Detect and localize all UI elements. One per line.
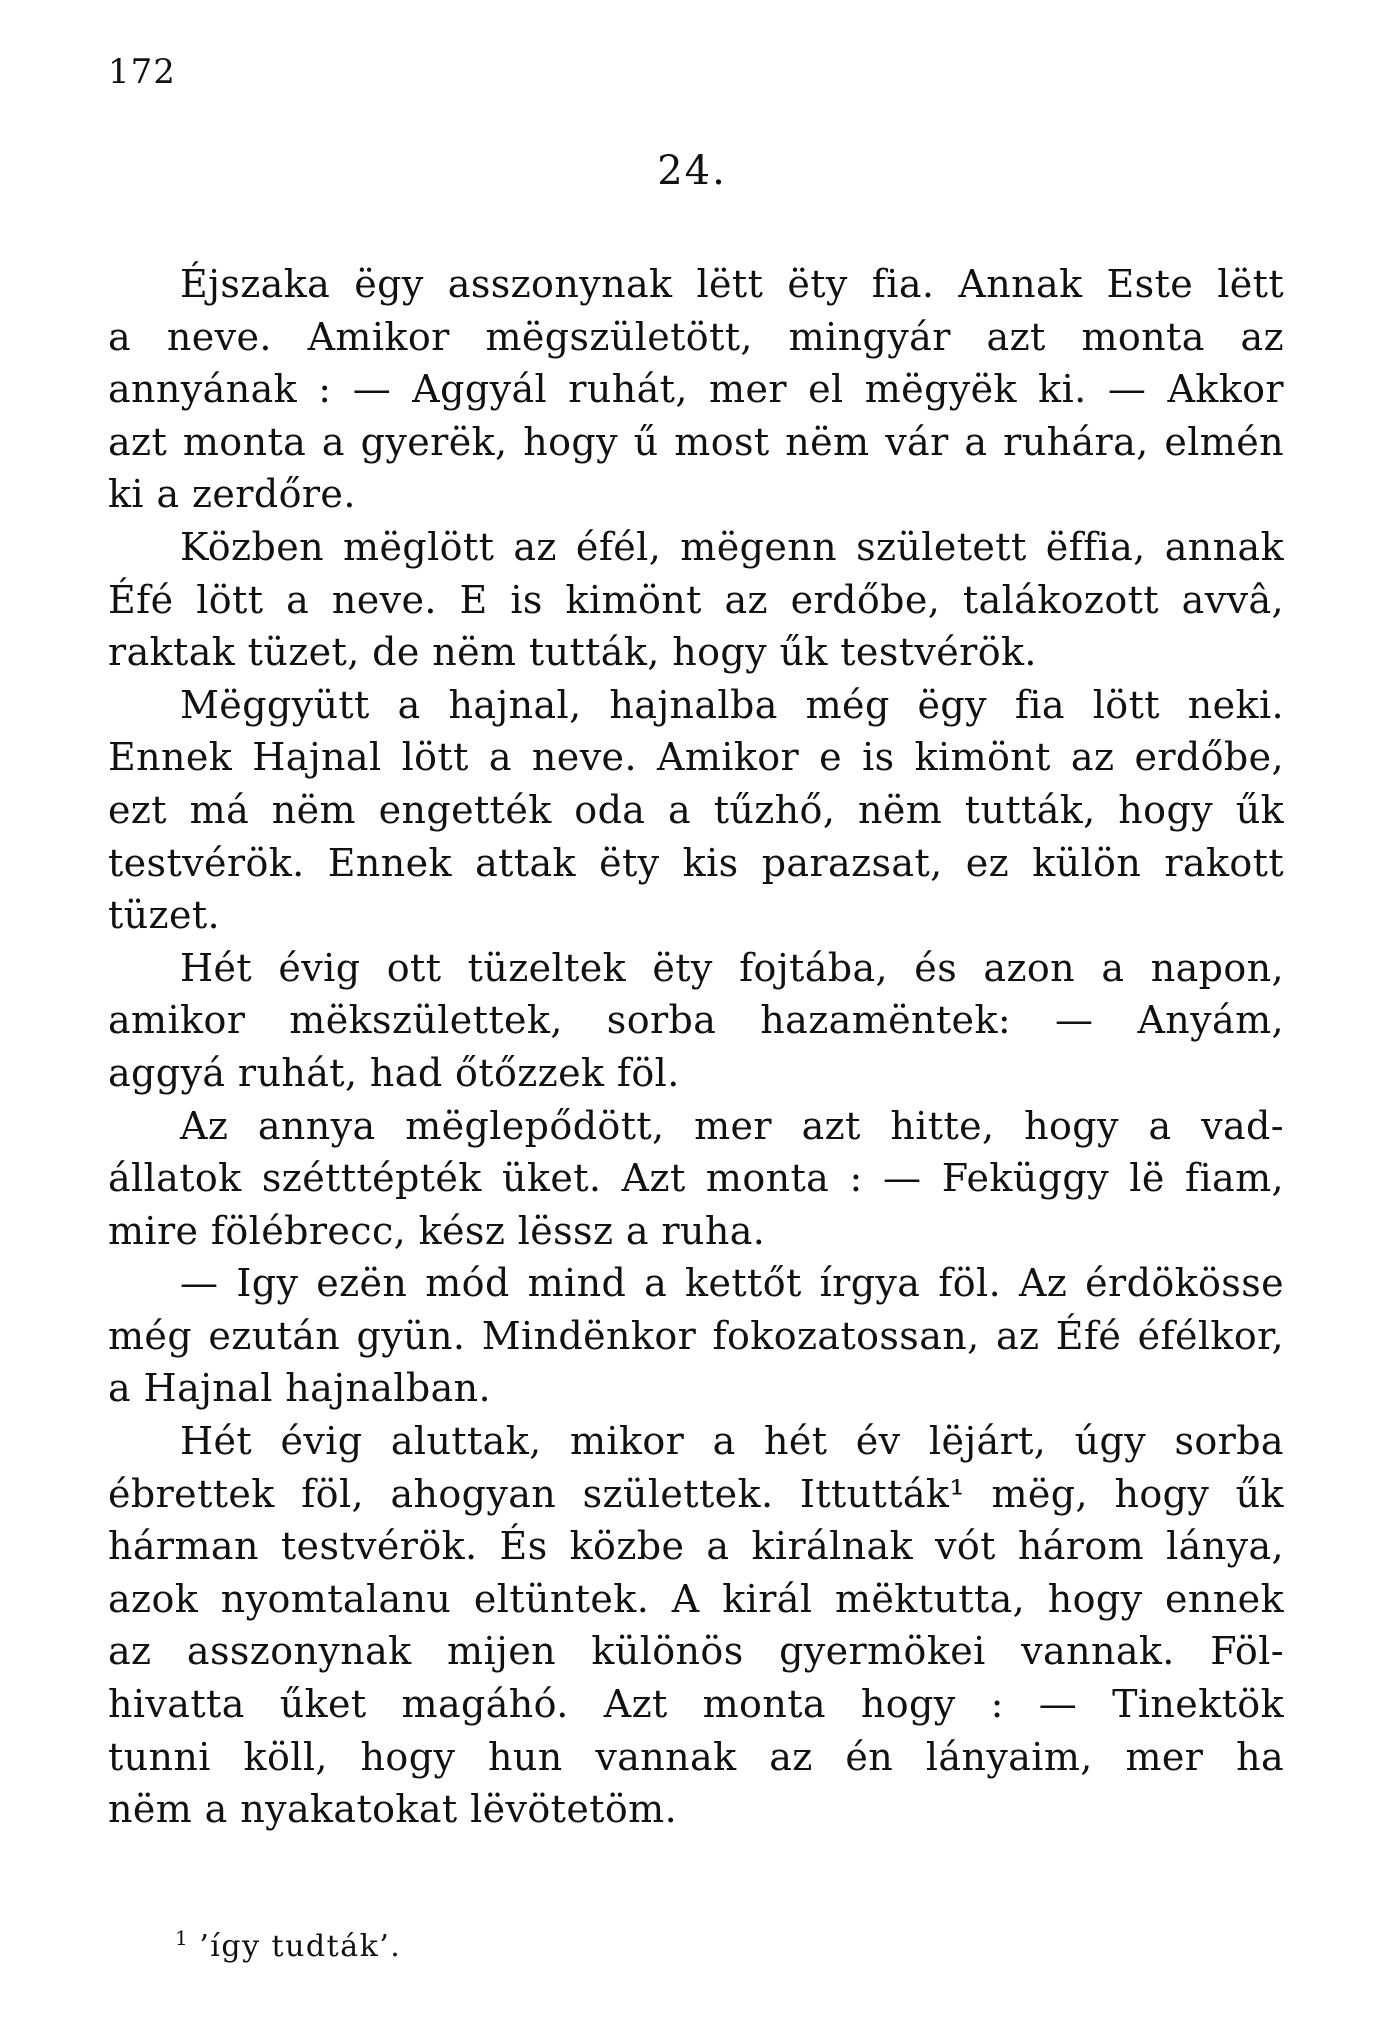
- text-line: annyának : — Aggyál ruhát, mer el mëgyëk ki. — Akkor: [108, 367, 1284, 412]
- text-line: a Hajnal hajnalban.: [108, 1366, 491, 1411]
- text-line: Éfé lött a neve. E is kimönt az erdőbe, talákozott avvâ,: [108, 577, 1284, 622]
- text-line: raktak tüzet, de nëm tutták, hogy űk testvérök.: [108, 630, 1037, 675]
- text-line: Hét évig ott tüzeltek ëty fojtába, és azon a napon,: [180, 945, 1284, 990]
- footnote: [175, 1926, 401, 1964]
- text-line: Éjszaka ëgy asszonynak lëtt ëty fia. Annak Este lëtt: [180, 262, 1284, 306]
- text-line: a neve. Amikor mëgszületött, mingyár azt monta az: [108, 314, 1284, 359]
- text-line: Mëggyütt a hajnal, hajnalba még ëgy fia lött neki.: [180, 682, 1284, 727]
- page-number: 172: [108, 52, 176, 92]
- paragraph: [108, 679, 1284, 942]
- text-line: ezt má nëm engették oda a tűzhő, nëm tutták, hogy űk: [108, 787, 1284, 832]
- text-line: Ennek Hajnal lött a neve. Amikor e is kimönt az erdőbe,: [108, 735, 1284, 780]
- text-line: hárman testvérök. És közbe a királnak vót három lánya,: [108, 1524, 1284, 1569]
- text-line: állatok szétttépték üket. Azt monta : — Feküggy lë fiam,: [108, 1156, 1284, 1201]
- text-line: aggyá ruhát, had őtőzzek föl.: [108, 1050, 680, 1095]
- story-text: [108, 258, 1284, 1836]
- text-line: tunni köll, hogy hun vannak az én lányaim, mer ha: [108, 1734, 1284, 1779]
- paragraph: [108, 258, 1284, 521]
- chapter-number: 24.: [657, 148, 727, 194]
- text-line: testvérök. Ennek attak ëty kis parazsat, ez külön rakott: [108, 840, 1284, 885]
- footnote-text: ’így tudták’.: [199, 1929, 402, 1964]
- text-line: az asszonynak mijen különös gyermökei vannak. Föl-: [108, 1629, 1284, 1674]
- text-line: mire fölébrecc, kész lëssz a ruha.: [108, 1208, 766, 1253]
- text-line: Közben mëglött az éfél, mëgenn született ëffia, annak: [180, 524, 1284, 569]
- text-line: Hét évig aluttak, mikor a hét év lëjárt, úgy sorba: [180, 1419, 1284, 1464]
- text-line: nëm a nyakatokat lëvötetöm.: [108, 1787, 678, 1832]
- footnote-marker: 1: [175, 1926, 190, 1950]
- text-line: még ezután gyün. Mindënkor fokozatossan, az Éfé éfélkor,: [108, 1313, 1284, 1358]
- paragraph: [108, 1100, 1284, 1258]
- text-line: amikor mëkszülettek, sorba hazamëntek: — Anyám,: [108, 998, 1284, 1043]
- text-line: hivatta űket magáhó. Azt monta hogy : — Tinektök: [108, 1682, 1284, 1727]
- paragraph: [108, 1415, 1284, 1836]
- text-line: azok nyomtalanu eltüntek. A királ mëktutta, hogy ennek: [108, 1576, 1284, 1621]
- text-line: azt monta a gyerëk, hogy ű most nëm vár a ruhára, elmén: [108, 419, 1284, 464]
- paragraph: [108, 521, 1284, 679]
- text-line: ébrettek föl, ahogyan születtek. Ittutták¹ mëg, hogy űk: [108, 1471, 1284, 1516]
- paragraph: [108, 1257, 1284, 1415]
- text-line: ki a zerdőre.: [108, 472, 356, 517]
- paragraph: [108, 942, 1284, 1100]
- text-line: — Igy ezën mód mind a kettőt írgya föl. Az érdökösse: [180, 1261, 1284, 1306]
- text-line: tüzet.: [108, 893, 221, 938]
- text-line: Az annya mëglepődött, mer azt hitte, hogy a vad-: [180, 1103, 1284, 1148]
